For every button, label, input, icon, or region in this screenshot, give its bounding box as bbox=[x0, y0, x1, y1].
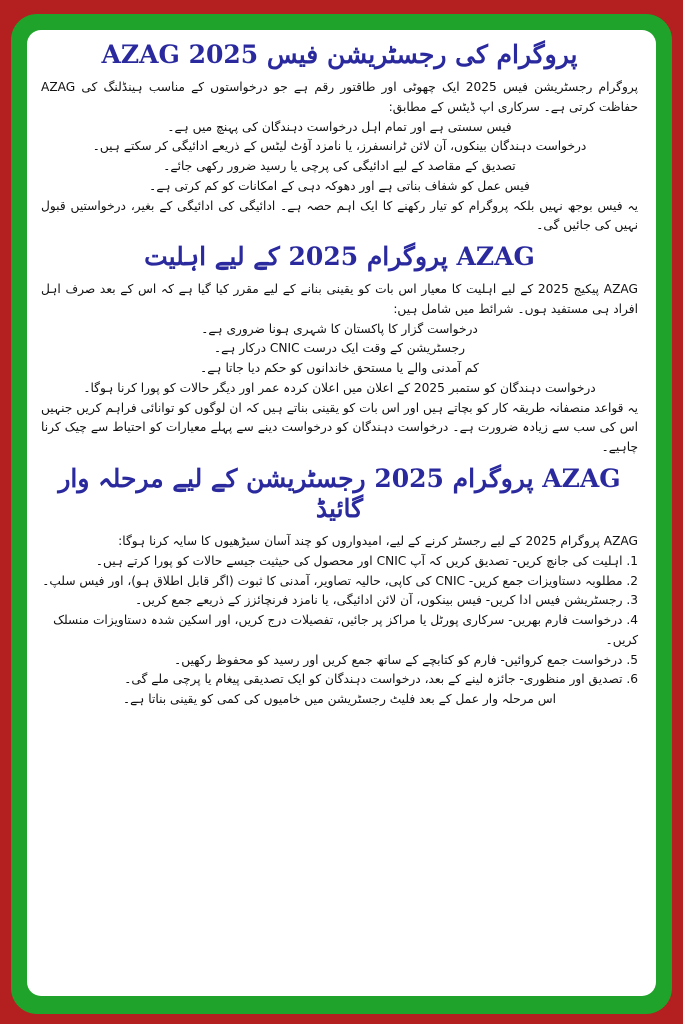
section-outro: یہ قواعد منصفانہ طریقہ کار کو بچاتے ہیں اور اس بات کو یقینی بناتے ہیں کہ ان لوگوں کو توانائی فراہم کریں جنہیں اس کی سب سے زیادہ ضرورت ہے۔ درخواست دہندگان کو درخواست دینے سے پہلے معیارات کو احتیاط سے چیک کرنا چاہیے۔ bbox=[41, 400, 638, 455]
section-step-guide bbox=[41, 464, 638, 710]
section-title: پروگرام کی رجسٹریشن فیس AZAG 2025 bbox=[101, 40, 578, 69]
section-title: AZAG پروگرام 2025 رجسٹریشن کے لیے مرحلہ وار گائیڈ bbox=[58, 464, 621, 524]
bullet-point: درخواست دہندگان کو ستمبر 2025 کے اعلان میں اعلان کردہ عمر اور دیگر حالات کو پورا کرنا ہوگا۔ bbox=[83, 380, 596, 395]
bullet-point: رجسٹریشن کے وقت ایک درست CNIC درکار ہے۔ bbox=[213, 341, 466, 356]
step-item: 6. تصدیق اور منظوری- جائزہ لینے کے بعد، درخواست دہندگان کو ایک تصدیقی پیغام یا پرچی ملے گی۔ bbox=[124, 672, 638, 687]
bullet-point: تصدیق کے مقاصد کے لیے ادائیگی کی پرچی یا رسید ضرور رکھی جائے۔ bbox=[163, 159, 516, 174]
bullet-point: درخواست دہندگان بینکوں، آن لائن ٹرانسفرز، یا نامزد آؤٹ لیٹس کے ذریعے ادائیگی کر سکتے ہیں۔ bbox=[92, 139, 587, 154]
article-body bbox=[27, 30, 656, 710]
section-title: AZAG پروگرام 2025 کے لیے اہلیت bbox=[144, 242, 535, 272]
bullet-point: درخواست گزار کا پاکستان کا شہری ہونا ضروری ہے۔ bbox=[201, 321, 478, 336]
step-item: 4. درخواست فارم بھریں- سرکاری پورٹل یا مراکز پر جائیں، تفصیلات درج کریں، اور اسکین شدہ دستاویزات منسلک کریں۔ bbox=[53, 613, 638, 647]
section-intro: AZAG پروگرام 2025 کے لیے رجسٹر کرنے کے لیے، امیدواروں کو چند آسان سیڑھیوں کا سایہ کرنا ہوگا: bbox=[118, 534, 638, 549]
step-item: 2. مطلوبہ دستاویزات جمع کریں- CNIC کی کاپی، حالیہ تصاویر، آمدنی کا ثبوت (اگر قابل اطلاق ہو)، اور فیس سلپ۔ bbox=[42, 573, 638, 588]
step-item: 1. اہلیت کی جانچ کریں- تصدیق کریں کہ آپ CNIC اور محصول کی حیثیت جیسے حالات کو پورا کرتے ہیں۔ bbox=[95, 553, 638, 568]
bullet-point: فیس سستی ہے اور تمام اہل درخواست دہندگان کی پہنچ میں ہے۔ bbox=[167, 119, 512, 134]
section-eligibility bbox=[41, 242, 638, 458]
section-outro: یہ فیس بوجھ نہیں بلکہ پروگرام کو تیار رکھنے کا ایک اہم حصہ ہے۔ ادائیگی کی ادائیگی کے بغیر، درخواستیں قبول نہیں کی جائیں گی۔ bbox=[41, 198, 638, 233]
section-registration-fee bbox=[41, 40, 638, 236]
bullet-point: فیس عمل کو شفاف بناتی ہے اور دھوکہ دہی کے امکانات کو کم کرتی ہے۔ bbox=[149, 178, 530, 193]
section-outro: اس مرحلہ وار عمل کے بعد فلیٹ رجسٹریشن میں خامیوں کی کمی کو یقینی بناتا ہے۔ bbox=[122, 692, 557, 707]
step-item: 3. رجسٹریشن فیس ادا کریں- فیس بینکوں، آن لائن ادائیگی، یا نامزد فرنچائزز کے ذریعے جمع کریں۔ bbox=[135, 593, 638, 608]
bullet-point: کم آمدنی والے یا مستحق خاندانوں کو حکم دیا جاتا ہے۔ bbox=[200, 361, 479, 376]
section-intro: AZAG پیکیج 2025 کے لیے اہلیت کا معیار اس بات کو یقینی بنانے کے لیے مقرر کیا گیا ہے کہ اس کے بعد صرف اہل افراد ہی مستفید ہوں۔ شرائط میں شامل ہیں: bbox=[41, 282, 638, 316]
step-item: 5. درخواست جمع کروائیں- فارم کو کتابچے کے ساتھ جمع کریں اور رسید کو محفوظ رکھیں۔ bbox=[174, 652, 638, 667]
content-card bbox=[27, 30, 656, 996]
steps-list bbox=[41, 552, 638, 690]
section-intro: پروگرام رجسٹریشن فیس 2025 ایک چھوٹی اور طاقتور رقم ہے جو درخواستوں کے مناسب ہینڈلنگ کی AZAG حفاظت کرتی ہے۔ سرکاری اپ ڈیٹس کے مطابق: bbox=[41, 80, 638, 114]
